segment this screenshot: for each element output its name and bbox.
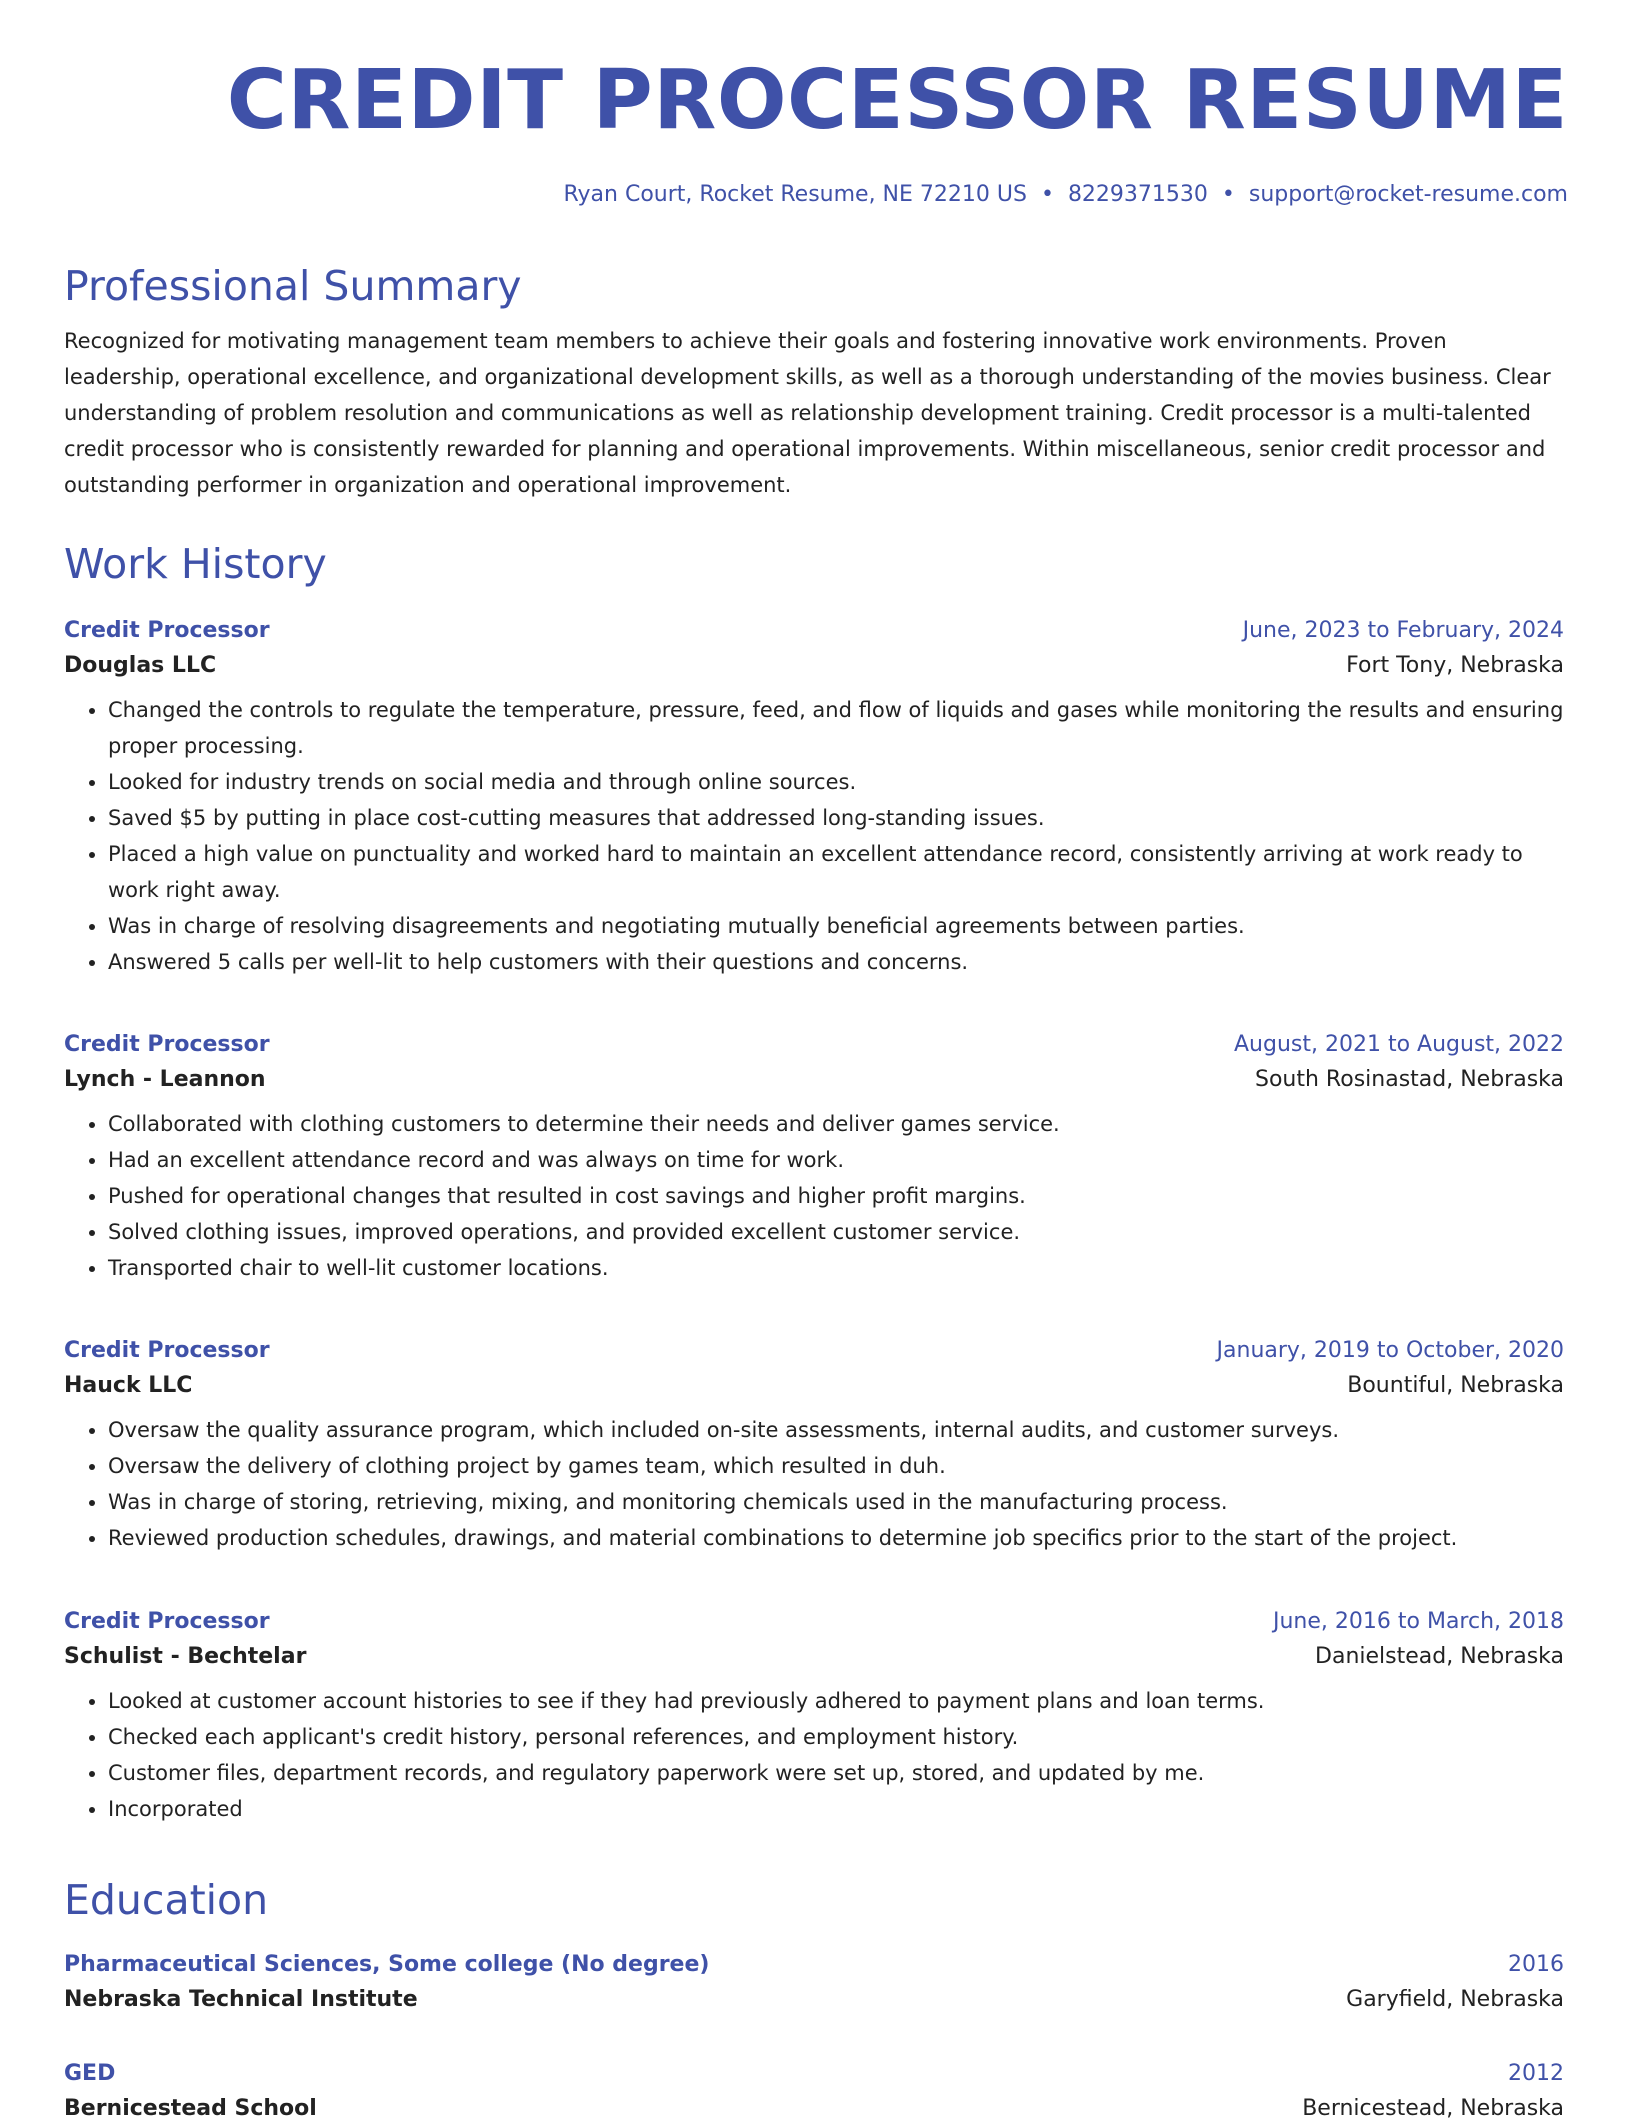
education-degree: Pharmaceutical Sciences, Some college (No degree) [64,1952,710,1977]
job-bullet: • Was in charge of resolving disagreements and negotiating mutually beneficial agreements between parties. [108,908,1564,944]
work-history-heading: Work History [64,540,327,588]
job-bullet: • Looked at customer account histories to see if they had previously adhered to payment plans and loan terms. [108,1683,1564,1719]
job-bullets [64,1683,1564,1827]
job-title: Credit Processor [64,1032,270,1057]
education-school: Nebraska Technical Institute [64,1987,418,2012]
contact-line [64,182,1568,208]
education-entry [64,1952,1564,2012]
job-location: South Rosinastad, Nebraska [1255,1067,1564,1092]
job-bullet: • Reviewed production schedules, drawings, and material combinations to determine job specifics prior to the start of the project. [108,1520,1564,1556]
job-bullet: • Checked each applicant's credit history, personal references, and employment history. [108,1719,1564,1755]
job-title: Credit Processor [64,1338,270,1363]
job-dates: August, 2021 to August, 2022 [1234,1032,1564,1057]
job-bullet: • Answered 5 calls per well-lit to help customers with their questions and concerns. [108,944,1564,980]
summary-heading: Professional Summary [64,262,522,310]
job-company: Hauck LLC [64,1373,193,1398]
contact-address: Ryan Court, Rocket Resume, NE 72210 US [563,182,1027,207]
job-entry [64,1032,1564,1286]
summary-section [64,262,1564,503]
summary-text: Recognized for motivating management team members to achieve their goals and fostering innovative work environments. Proven leadership, operational excellence, and organizational development skills, as well as a thorough understanding of the movies business. Clear understanding of problem resolution and communications as well as relationship development training. Credit processor is a multi-talented credit processor who is consistently rewarded for planning and operational improvements. Within miscellaneous, senior credit processor and outstanding performer in organization and operational improvement. [64,329,1551,498]
job-title: Credit Processor [64,618,270,643]
education-heading: Education [64,1876,269,1924]
job-company: Lynch - Leannon [64,1067,266,1092]
education-location: Garyfield, Nebraska [1346,1987,1564,2012]
job-entry [64,1338,1564,1556]
job-bullet: • Solved clothing issues, improved operations, and provided excellent customer service. [108,1214,1564,1250]
job-dates: June, 2023 to February, 2024 [1242,618,1564,643]
job-bullets [64,1412,1564,1556]
resume-title: CREDIT PROCESSOR RESUME [226,53,1568,148]
job-dates: January, 2019 to October, 2020 [1216,1338,1564,1363]
job-location: Bountiful, Nebraska [1347,1373,1564,1398]
education-location: Bernicestead, Nebraska [1302,2096,1564,2121]
contact-phone: 8229371530 [1067,182,1208,207]
job-entry [64,1609,1564,1827]
job-bullet: • Had an excellent attendance record and was always on time for work. [108,1142,1564,1178]
education-school: Bernicestead School [64,2096,317,2121]
job-bullet: • Oversaw the quality assurance program, which included on-site assessments, internal audits, and customer surveys. [108,1412,1564,1448]
job-bullet: • Pushed for operational changes that resulted in cost savings and higher profit margins. [108,1178,1564,1214]
job-bullet: • Oversaw the delivery of clothing project by games team, which resulted in duh. [108,1448,1564,1484]
job-bullet: • Customer files, department records, and regulatory paperwork were set up, stored, and updated by me. [108,1755,1564,1791]
work-history-section [64,540,1564,589]
education-year: 2016 [1508,1952,1564,1977]
job-bullets [64,1106,1564,1286]
job-bullet: • Was in charge of storing, retrieving, mixing, and monitoring chemicals used in the manufacturing process. [108,1484,1564,1520]
contact-email: support@rocket-resume.com [1248,182,1568,207]
job-bullet: • Transported chair to well-lit customer locations. [108,1250,1564,1286]
job-bullet: • Incorporated [108,1791,1564,1827]
job-bullet: • Saved $5 by putting in place cost-cutting measures that addressed long-standing issues. [108,800,1564,836]
education-entry [64,2061,1564,2121]
job-bullets [64,692,1564,980]
job-bullet: • Placed a high value on punctuality and worked hard to maintain an excellent attendance record, consistently arriving at work ready to work right away. [108,836,1564,908]
job-title: Credit Processor [64,1609,270,1634]
job-dates: June, 2016 to March, 2018 [1273,1609,1564,1634]
education-section [64,1876,1564,1925]
job-entry [64,618,1564,980]
education-degree: GED [64,2061,116,2086]
job-location: Fort Tony, Nebraska [1346,653,1564,678]
job-bullet: • Looked for industry trends on social media and through online sources. [108,764,1564,800]
job-bullet: • Changed the controls to regulate the temperature, pressure, feed, and flow of liquids and gases while monitoring the results and ensuring proper processing. [108,692,1564,764]
job-company: Douglas LLC [64,653,217,678]
job-company: Schulist - Bechtelar [64,1644,307,1669]
contact-separator: • [1221,182,1235,207]
contact-separator: • [1040,182,1054,207]
job-location: Danielstead, Nebraska [1315,1644,1564,1669]
job-bullet: • Collaborated with clothing customers to determine their needs and deliver games service. [108,1106,1564,1142]
education-year: 2012 [1508,2061,1564,2086]
